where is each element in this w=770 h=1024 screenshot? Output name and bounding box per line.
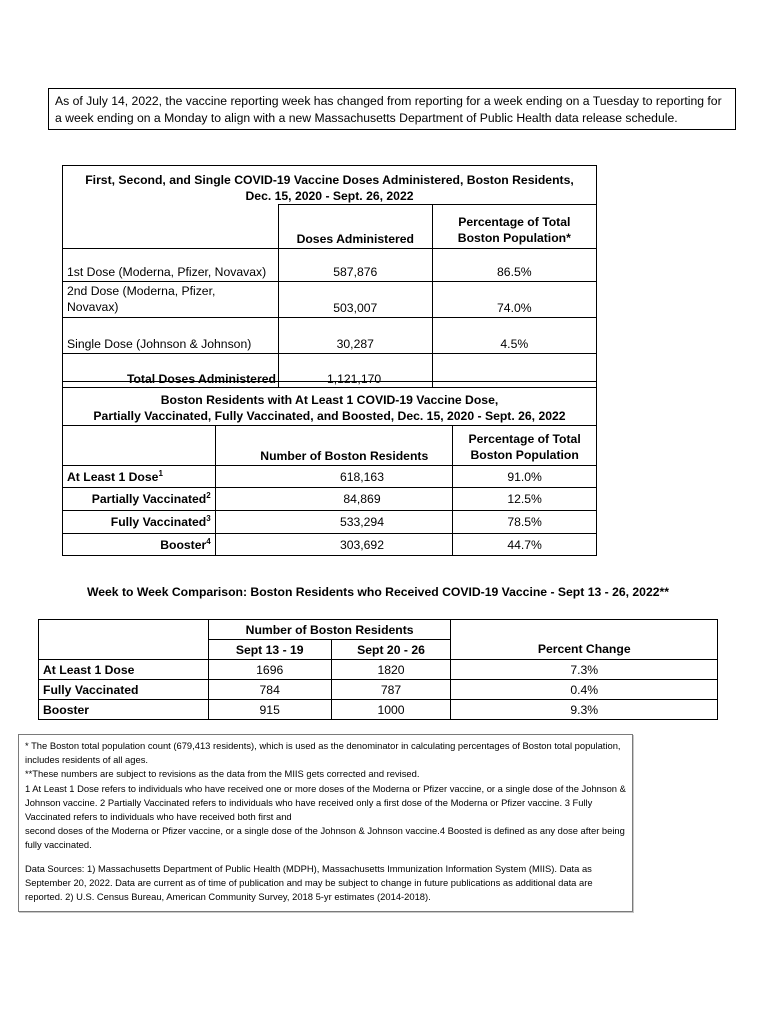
row-label: Partially Vaccinated$^2$ <box>63 488 216 511</box>
row-label: At Least 1 Dose$^1$ <box>63 466 216 488</box>
table2-col-pct: Percentage of Total Boston Population <box>453 426 597 466</box>
row-pct: 12.5% <box>453 488 597 511</box>
row-change: 7.3% <box>451 660 718 680</box>
row-pct: 78.5% <box>453 511 597 534</box>
row-pct: 4.5% <box>432 318 596 354</box>
table3-title: Week to Week Comparison: Boston Residents who Received COVID-19 Vaccine - Sept 13 - 26, 2022** <box>86 585 670 599</box>
table2-col-num: Number of Boston Residents <box>215 426 453 466</box>
table-row <box>63 511 597 534</box>
table2-title-line1: Boston Residents with At Least 1 COVID-19 Vaccine Dose, <box>160 392 499 407</box>
row-label: Fully Vaccinated$^3$ <box>63 511 216 534</box>
table3-group-header: Number of Boston Residents <box>208 620 451 640</box>
row-pct: 91.0% <box>453 466 597 488</box>
table3-col-week2: Sept 20 - 26 <box>331 640 451 660</box>
table3-header-blank <box>39 620 209 660</box>
row-doses: 503,007 <box>278 282 432 318</box>
row-week2: 787 <box>331 680 451 700</box>
row-label: At Least 1 Dose <box>39 660 209 680</box>
row-num: 84,869 <box>215 488 453 511</box>
table-row <box>39 680 718 700</box>
row-week2: 1000 <box>331 700 451 720</box>
row-change: 0.4% <box>451 680 718 700</box>
row-num: 303,692 <box>215 534 453 556</box>
doses-administered-table <box>62 165 597 388</box>
reporting-week-notice <box>48 88 736 130</box>
row-pct: 86.5% <box>432 249 596 282</box>
table1-title-line1: First, Second, and Single COVID-19 Vaccine Doses Administered, Boston Residents, <box>85 173 574 187</box>
table3-header-blank2 <box>451 620 718 640</box>
table-row <box>63 282 597 318</box>
row-change: 9.3% <box>451 700 718 720</box>
table-row <box>63 534 597 556</box>
vaccination-status-table <box>62 381 597 556</box>
table1-title-line2: Dec. 15, 2020 - Sept. 26, 2022 <box>245 189 414 203</box>
row-num: 533,294 <box>215 511 453 534</box>
table-row <box>39 700 718 720</box>
row-label: Booster$^4$ <box>63 534 216 556</box>
table2-title-line2: Partially Vaccinated, Fully Vaccinated, and Boosted, Dec. 15, 2020 - Sept. 26, 2022 <box>93 408 566 423</box>
footnote-population: * The Boston total population count (679,413 residents), which is used as the denominator in calculating percentages of Boston total population, includes residents of all ages. <box>25 740 621 766</box>
table1-header-blank <box>63 205 279 249</box>
row-label: Fully Vaccinated <box>39 680 209 700</box>
table1-col-pct: Percentage of Total Boston Population* <box>432 205 596 249</box>
table1-title <box>63 166 597 205</box>
row-doses: 30,287 <box>278 318 432 354</box>
footnote-revisions: **These numbers are subject to revisions as the data from the MIIS gets corrected and revised. <box>25 768 420 780</box>
row-doses: 587,876 <box>278 249 432 282</box>
row-pct: 44.7% <box>453 534 597 556</box>
table3-col-change: Percent Change <box>451 640 718 660</box>
table3-col-week1: Sept 13 - 19 <box>208 640 331 660</box>
row-week1: 784 <box>208 680 331 700</box>
total-label: Total Doses Administered <box>63 354 279 388</box>
table-row <box>63 466 597 488</box>
row-week1: 1696 <box>208 660 331 680</box>
row-label: Booster <box>39 700 209 720</box>
row-label: 2nd Dose (Moderna, Pfizer, Novavax) <box>63 282 279 318</box>
row-label: Single Dose (Johnson & Johnson) <box>63 318 279 354</box>
table2-header-blank <box>63 426 216 466</box>
notice-text: As of July 14, 2022, the vaccine reporting week has changed from reporting for a week ending on a Tuesday to reporting for a week ending on a Monday to align with a new Massachusetts Department of Public Health data release schedule. <box>55 94 722 125</box>
total-value: 1,121,170 <box>278 354 432 388</box>
table-row <box>63 318 597 354</box>
row-label: 1st Dose (Moderna, Pfizer, Novavax) <box>63 249 279 282</box>
row-week2: 1820 <box>331 660 451 680</box>
footnotes-box <box>18 734 633 912</box>
footnote-data-sources: Data Sources: 1) Massachusetts Department of Public Health (MDPH), Massachusetts Immunization Information System (MIIS). Data as September 20, 2022. Data are current as of time of publication and may be subject to change in future publications as additional data are reported. 2) U.S. Census Bureau, American Community Survey, 2018 5-yr estimates (2014-2018). <box>25 862 593 903</box>
table1-col-doses: Doses Administered <box>278 205 432 249</box>
table2-title <box>63 382 597 426</box>
footnote-definitions-a: 1 At Least 1 Dose refers to individuals who have received one or more doses of the Moderna or Pfizer vaccine, or a single dose of the Johnson & Johnson vaccine. 2 Partially Vaccinated refers to individuals who have received only a first dose of the Moderna or Pfizer vaccine. 3 Fully Vaccinated refers to individuals who have received both first and <box>25 782 626 823</box>
row-num: 618,163 <box>215 466 453 488</box>
table-row <box>63 488 597 511</box>
table-row <box>39 660 718 680</box>
footnote-definitions-b: second doses of the Moderna or Pfizer vaccine, or a single dose of the Johnson & Johnson vaccine.4 Boosted is defined as any dose after being fully vaccinated. <box>25 825 625 851</box>
table-row <box>63 249 597 282</box>
week-comparison-table <box>38 619 718 720</box>
row-week1: 915 <box>208 700 331 720</box>
row-pct: 74.0% <box>432 282 596 318</box>
